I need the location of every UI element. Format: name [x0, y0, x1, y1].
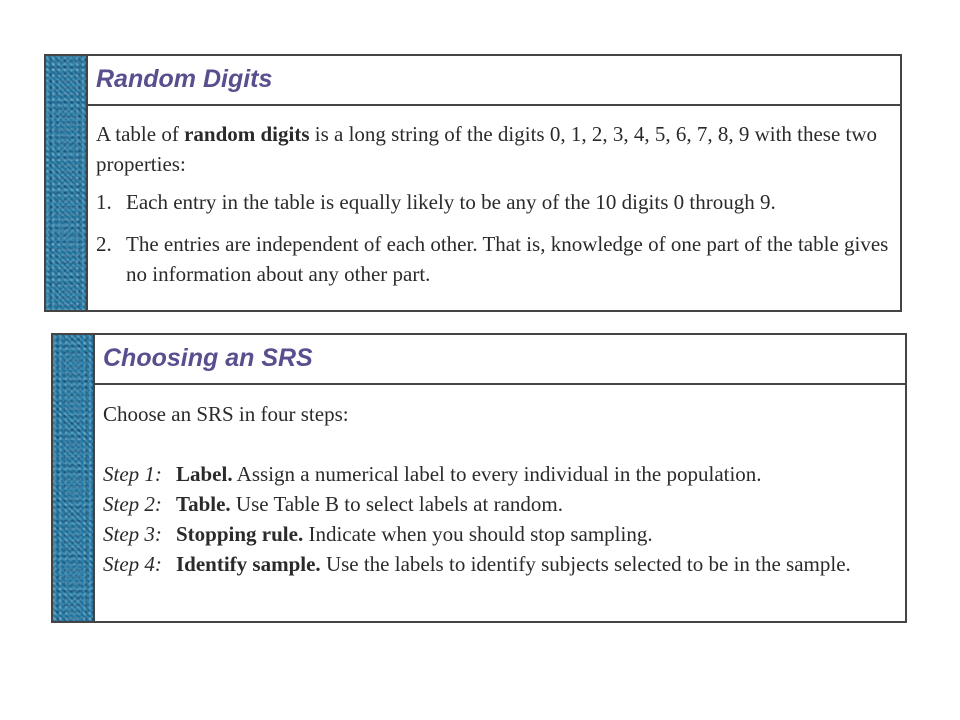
list-item: 1. Each entry in the table is equally likely to be any of the 10 digits 0 through 9. [96, 190, 776, 214]
random-digits-body [96, 119, 896, 289]
random-digits-intro: A table of random digits is a long string of the digits 0, 1, 2, 3, 4, 5, 6, 7, 8, 9 with these two properties: [96, 122, 878, 176]
step-item: Step 4: Identify sample. Use the labels to identify subjects selected to be in the sample. [103, 552, 851, 576]
choosing-srs-title: Choosing an SRS [103, 344, 313, 372]
choosing-srs-header [95, 335, 905, 385]
step-item: Step 2: Table. Use Table B to select labels at random. [103, 492, 563, 516]
random-digits-box [44, 54, 902, 312]
random-digits-title: Random Digits [96, 65, 273, 93]
random-digits-header [88, 56, 900, 106]
step-item: Step 3: Stopping rule. Indicate when you should stop sampling. [103, 522, 653, 546]
choosing-srs-box [51, 333, 907, 623]
step-item: Step 1: Label. Assign a numerical label to every individual in the population. [103, 462, 762, 486]
choosing-srs-intro: Choose an SRS in four steps: [103, 402, 349, 426]
random-digits-term: random digits [184, 122, 310, 146]
decorative-stripe [46, 56, 88, 310]
decorative-stripe [53, 335, 95, 621]
choosing-srs-body [103, 399, 893, 579]
list-item: 2. The entries are independent of each other. That is, knowledge of one part of the table gives no information about any other part. [96, 232, 889, 286]
